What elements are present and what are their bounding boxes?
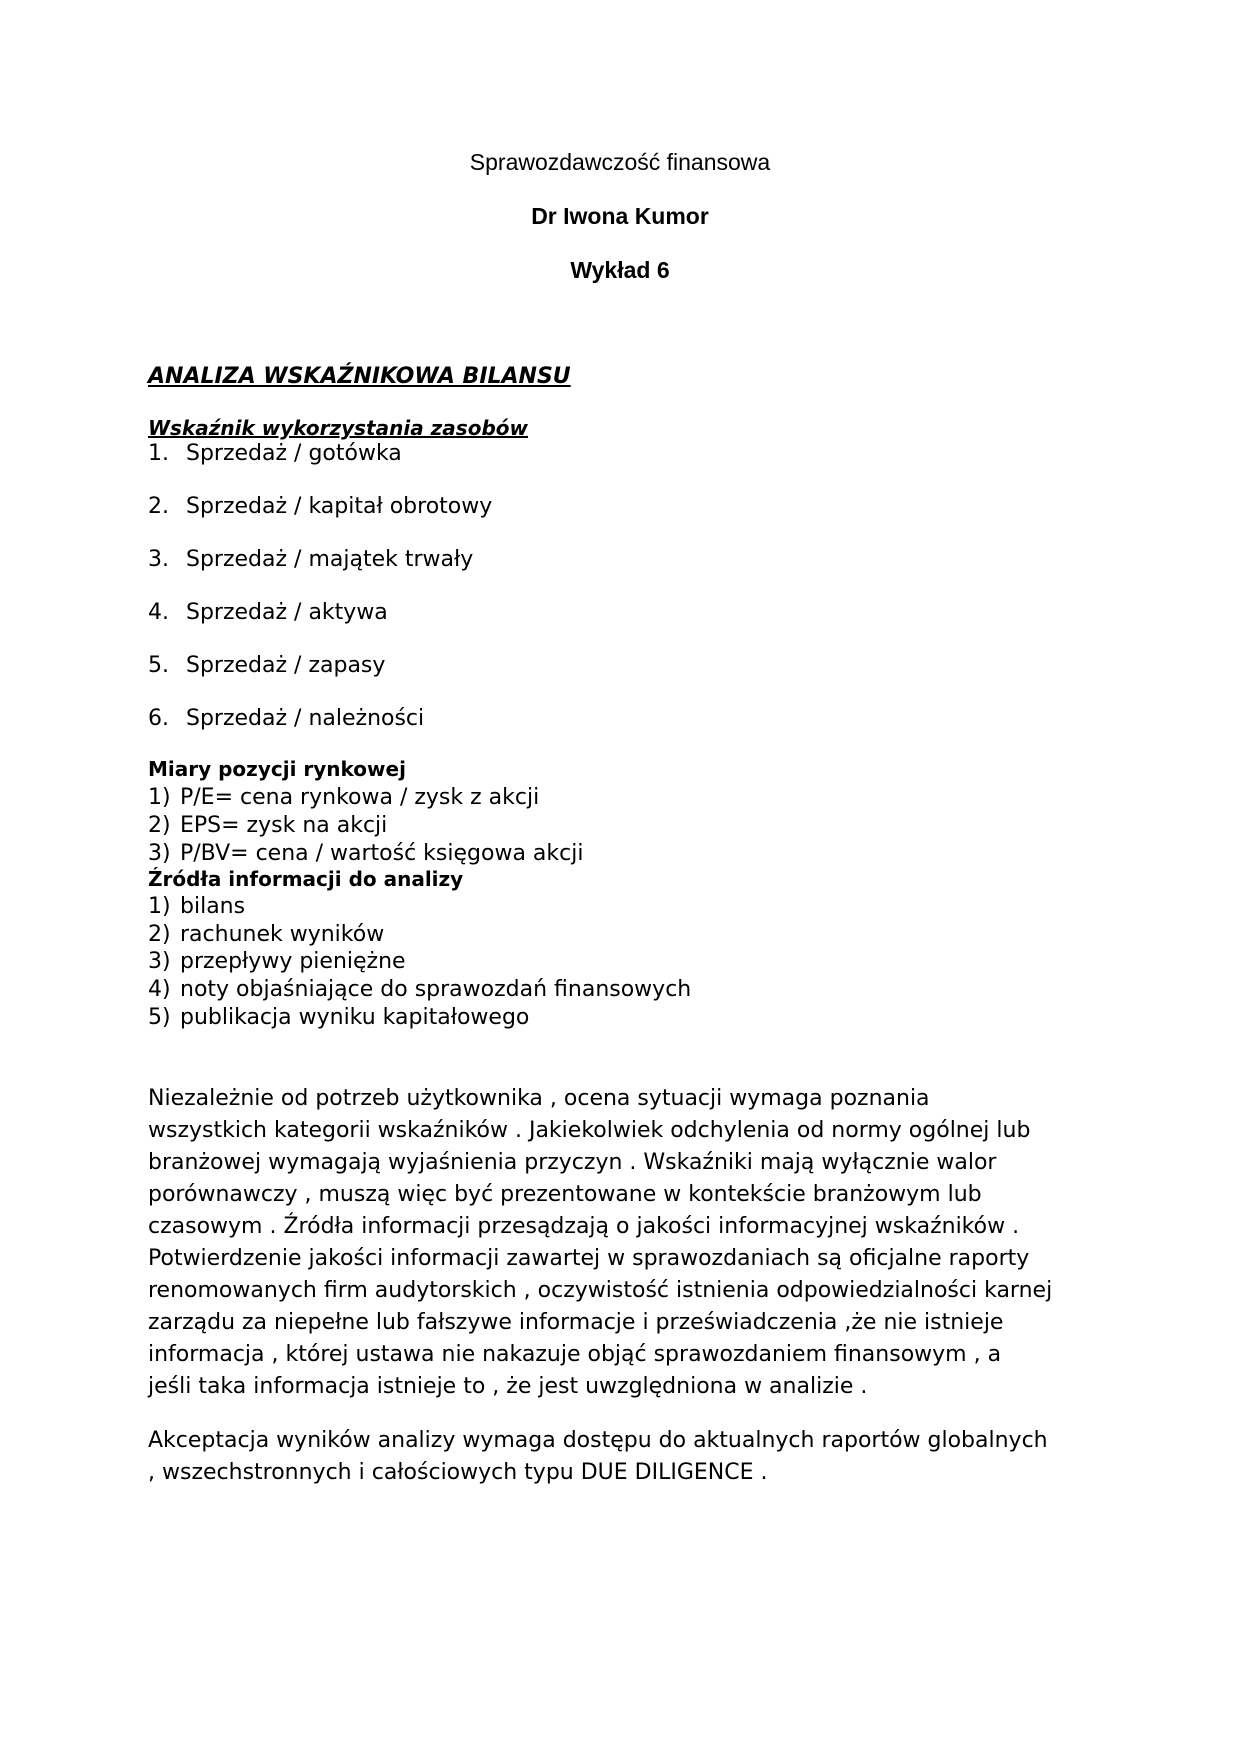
document-title: Sprawozdawczość finansowa [469, 149, 771, 175]
document-author: Dr Iwona Kumor [531, 203, 709, 229]
list-item: 6. Sprzedaż / należności [148, 706, 425, 731]
paragraph-line: , wszechstronnych i całościowych typu DUE DILIGENCE . [148, 1460, 768, 1485]
body-paragraph-1 [148, 1083, 1108, 1403]
market-subtitle: Miary pozycji rynkowej [148, 757, 406, 781]
list-item: 5. Sprzedaż / zapasy [148, 653, 386, 678]
list-item: 1) bilans [148, 894, 246, 919]
list-item: 3) P/BV= cena / wartość księgowa akcji [148, 841, 584, 866]
sources-subtitle: Źródła informacji do analizy [148, 867, 464, 891]
paragraph-line: jeśli taka informacja istnieje to , że jest uwzględniona w analizie . [148, 1374, 868, 1399]
list-item: 5) publikacja wyniku kapitałowego [148, 1005, 530, 1030]
paragraph-line: Potwierdzenie jakości informacji zawartej w sprawozdaniach są oficjalne raporty [148, 1246, 1030, 1271]
paragraph-line: Niezależnie od potrzeb użytkownika , ocena sytuacji wymaga poznania [148, 1086, 930, 1111]
list-item: 2) EPS= zysk na akcji [148, 813, 388, 838]
section-title: ANALIZA WSKAŹNIKOWA BILANSU [148, 364, 571, 389]
resources-subtitle: Wskaźnik wykorzystania zasobów [148, 416, 528, 440]
list-item: 1. Sprzedaż / gotówka [148, 441, 402, 466]
list-item: 3) przepływy pieniężne [148, 949, 406, 974]
paragraph-line: wszystkich kategorii wskaźników . Jakiekolwiek odchylenia od normy ogólnej lub [148, 1118, 1031, 1143]
paragraph-line: porównawczy , muszą więc być prezentowane w kontekście branżowym lub [148, 1182, 982, 1207]
list-item: 3. Sprzedaż / majątek trwały [148, 547, 474, 572]
list-item: 4) noty objaśniające do sprawozdań finansowych [148, 977, 692, 1002]
paragraph-line: renomowanych firm audytorskich , oczywistość istnienia odpowiedzialności karnej [148, 1278, 1053, 1303]
paragraph-line: branżowej wymagają wyjaśnienia przyczyn . Wskaźniki mają wyłącznie walor [148, 1150, 997, 1175]
list-item: 4. Sprzedaż / aktywa [148, 600, 388, 625]
body-paragraph-2 [148, 1425, 1108, 1489]
list-item: 2. Sprzedaż / kapitał obrotowy [148, 494, 493, 519]
lecture-number: Wykład 6 [570, 257, 670, 283]
paragraph-line: informacja , której ustawa nie nakazuje objąć sprawozdaniem finansowym , a [148, 1342, 1002, 1367]
list-item: 2) rachunek wyników [148, 922, 385, 947]
list-item: 1) P/E= cena rynkowa / zysk z akcji [148, 785, 540, 810]
paragraph-line: zarządu za niepełne lub fałszywe informacje i przeświadczenia ,że nie istnieje [148, 1310, 1004, 1335]
paragraph-line: Akceptacja wyników analizy wymaga dostępu do aktualnych raportów globalnych [148, 1428, 1048, 1453]
paragraph-line: czasowym . Źródła informacji przesądzają o jakości informacyjnej wskaźników . [148, 1214, 1020, 1239]
